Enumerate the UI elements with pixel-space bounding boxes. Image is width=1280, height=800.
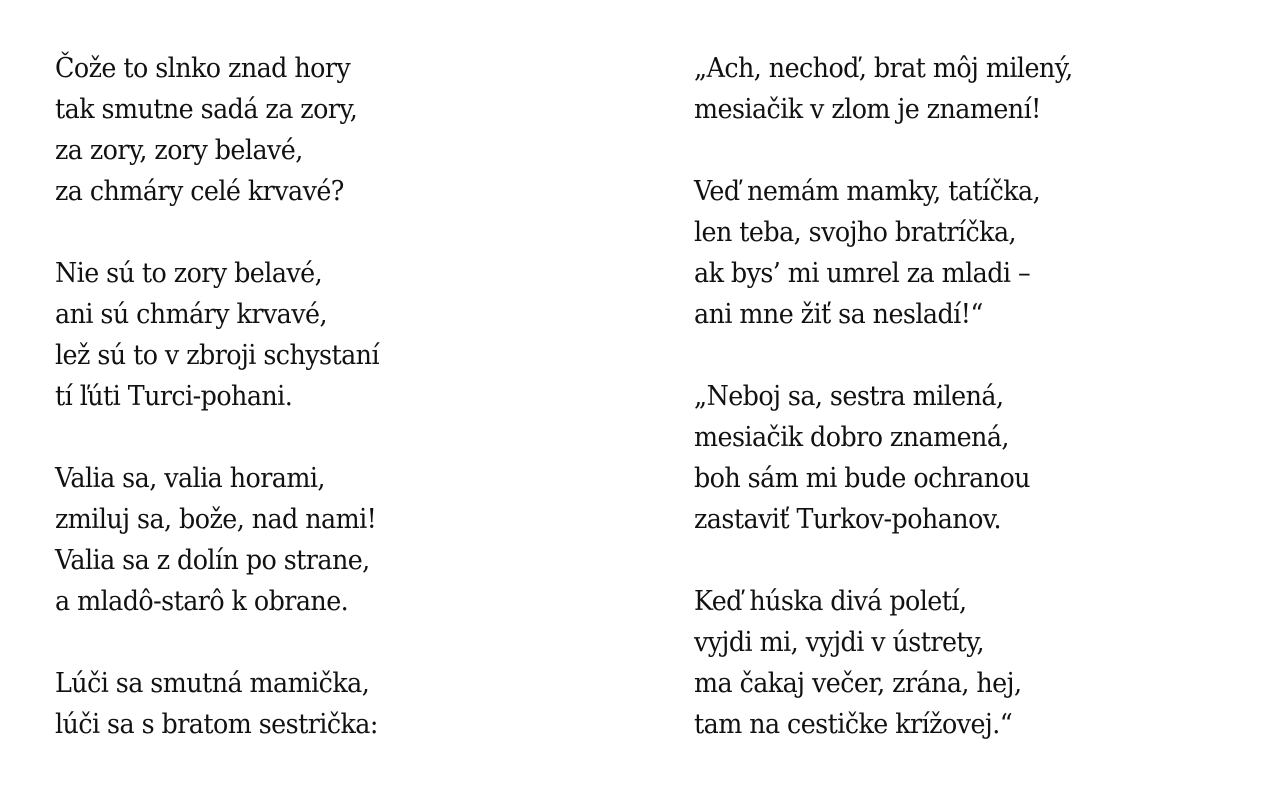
verse-line: Čože to slnko znad hory <box>55 53 351 84</box>
verse-line: za chmáry celé krvavé? <box>55 176 344 207</box>
verse-line: ma čakaj večer, zrána, hej, <box>694 668 1022 699</box>
verse-line: Lúči sa smutná mamička, <box>55 668 370 699</box>
verse-line: len teba, svojho bratríčka, <box>694 217 1017 248</box>
verse-line: tak smutne sadá za zory, <box>55 94 358 125</box>
verse-line: „Neboj sa, sestra milená, <box>694 381 1004 412</box>
verse-line: „Ach, nechoď, brat môj milený, <box>694 53 1073 84</box>
verse-line: ani mne žiť sa nesladí!“ <box>694 299 983 330</box>
verse-line: zmiluj sa, bože, nad nami! <box>55 504 377 535</box>
verse-line: lúči sa s bratom sestrička: <box>55 709 378 740</box>
verse-line: Valia sa z dolín po strane, <box>55 545 370 576</box>
verse-line: mesiačik v zlom je znamení! <box>694 94 1041 125</box>
verse-line: zastaviť Turkov-pohanov. <box>694 504 1002 535</box>
stanza-5 <box>694 48 1254 130</box>
verse-line: Veď nemám mamky, tatíčka, <box>694 176 1041 207</box>
stanza-7 <box>694 376 1254 540</box>
stanza-3 <box>55 458 615 622</box>
verse-line: tí ľúti Turci-pohani. <box>55 381 293 412</box>
verse-line: vyjdi mi, vyjdi v ústrety, <box>694 627 984 658</box>
verse-line: ak bys’ mi umrel za mladi – <box>694 258 1031 289</box>
stanza-6 <box>694 171 1254 335</box>
stanza-8 <box>694 581 1254 745</box>
verse-line: Valia sa, valia horami, <box>55 463 325 494</box>
stanza-4 <box>55 663 615 745</box>
poem-left-column <box>55 48 615 786</box>
verse-line: tam na cestičke krížovej.“ <box>694 709 1013 740</box>
stanza-2 <box>55 253 615 417</box>
verse-line: lež sú to v zbroji schystaní <box>55 340 380 371</box>
verse-line: Nie sú to zory belavé, <box>55 258 323 289</box>
poem-right-column <box>694 48 1254 786</box>
verse-line: mesiačik dobro znamená, <box>694 422 1009 453</box>
stanza-1 <box>55 48 615 212</box>
verse-line: Keď húska divá poletí, <box>694 586 967 617</box>
verse-line: ani sú chmáry krvavé, <box>55 299 327 330</box>
verse-line: a mladô-starô k obrane. <box>55 586 349 617</box>
verse-line: za zory, zory belavé, <box>55 135 303 166</box>
verse-line: boh sám mi bude ochranou <box>694 463 1030 494</box>
